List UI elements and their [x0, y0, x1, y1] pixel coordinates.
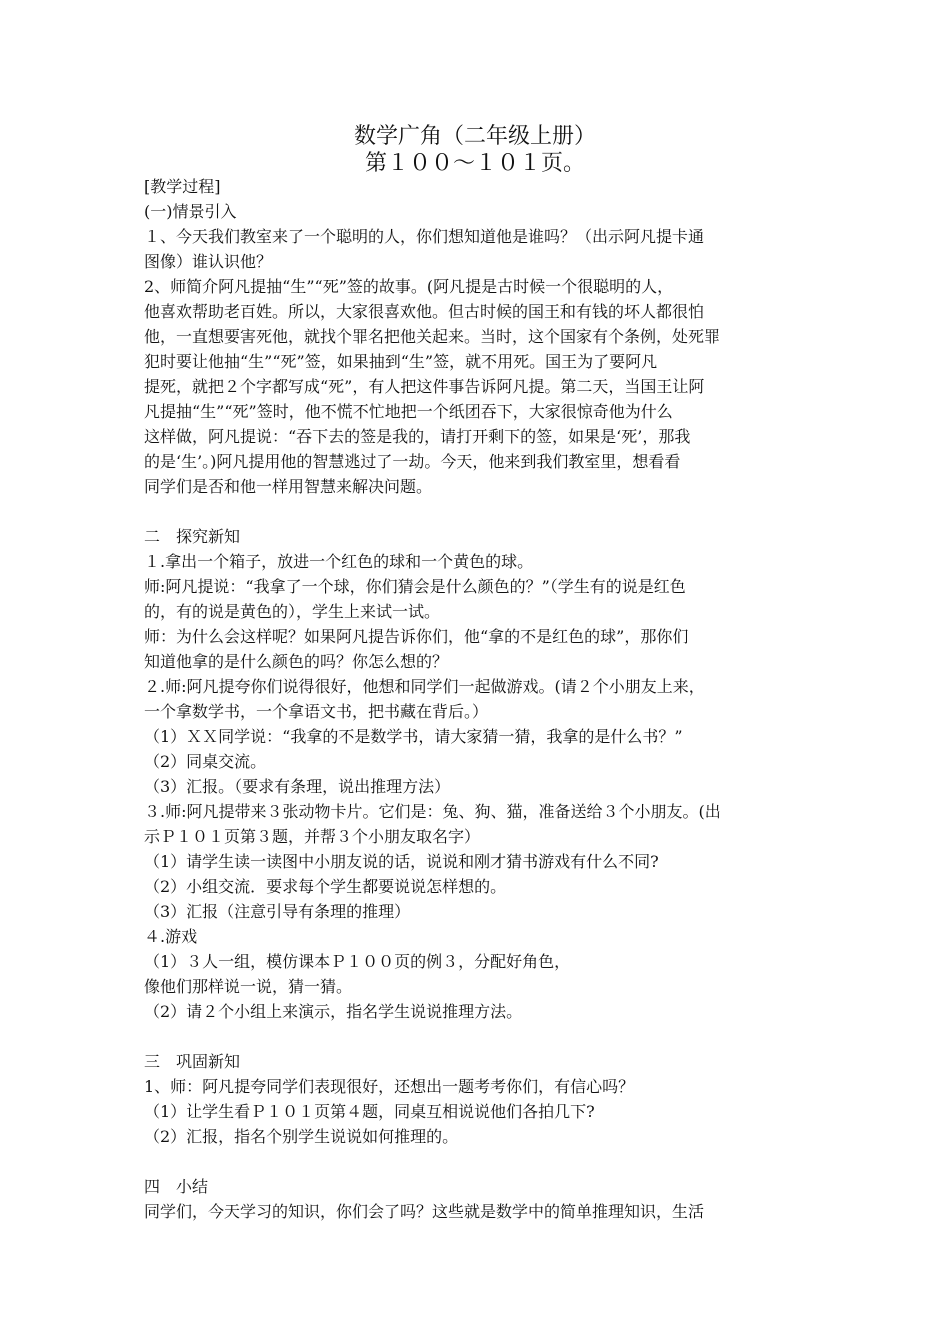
text-line: 图像）谁认识他？ [144, 252, 273, 271]
text-line: （2）小组交流．要求每个学生都要说说怎样想的。 [144, 877, 507, 896]
text-line: 四 小结 [144, 1177, 209, 1196]
blank-line [144, 1024, 814, 1049]
text-line: 犯时要让他抽“生”“死”签，如果抽到“生”签，就不用死。国王为了要阿凡 [144, 352, 658, 371]
text-line: ３.师:阿凡提带来３张动物卡片。它们是：兔、狗、猫，准备送给３个小朋友。(出 [144, 802, 721, 821]
document-subtitle-pages: 第１００～１０１页。 [364, 151, 585, 176]
text-line: 二 探究新知 [144, 527, 241, 546]
text-line: [教学过程] [144, 177, 221, 196]
text-line: 示Ｐ１０１页第３题，并帮３个小朋友取名字） [144, 827, 481, 846]
text-line: （2）请２个小组上来演示，指名学生说说推理方法。 [144, 1002, 523, 1021]
text-line: （1）ＸＸ同学说：“我拿的不是数学书，请大家猜一猜，我拿的是什么书？” [144, 727, 683, 746]
text-line: 凡提抽“生”“死”签时，他不慌不忙地把一个纸团吞下，大家很惊奇他为什么 [144, 402, 673, 421]
text-line: 同学们是否和他一样用智慧来解决问题。 [144, 477, 433, 496]
text-line: ２.师:阿凡提夸你们说得很好，他想和同学们一起做游戏。(请２个小朋友上来， [144, 677, 705, 696]
text-line: (一)情景引入 [144, 202, 237, 221]
text-line: （2）汇报，指名个别学生说说如何推理的。 [144, 1127, 459, 1146]
text-line: （2）同桌交流。 [144, 752, 267, 771]
document-title: 数学广角（二年级上册） [353, 124, 596, 149]
text-line: 1、师：阿凡提夸同学们表现很好，还想出一题考考你们，有信心吗？ [144, 1077, 635, 1096]
text-line: （3）汇报。（要求有条理，说出推理方法） [144, 777, 451, 796]
text-line: 像他们那样说一说，猜一猜。 [144, 977, 353, 996]
text-line: 他，一直想要害死他，就找个罪名把他关起来。当时，这个国家有个条例，处死罪 [144, 327, 721, 346]
text-line: 的是‘生’。)阿凡提用他的智慧逃过了一劫。今天，他来到我们教室里，想看看 [144, 452, 681, 471]
text-line: 知道他拿的是什么颜色的吗？你怎么想的？ [144, 652, 449, 671]
text-line: 提死，就把２个字都写成“死”，有人把这件事告诉阿凡提。第二天，当国王让阿 [144, 377, 705, 396]
text-line: 师:阿凡提说：“我拿了一个球，你们猜会是什么颜色的？”（学生有的说是红色 [144, 577, 686, 596]
document-body [144, 174, 814, 1224]
text-line: 2、师简介阿凡提抽“生”“死”签的故事。(阿凡提是古时候一个很聪明的人， [144, 277, 674, 296]
blank-line [144, 499, 814, 524]
text-line: 同学们，今天学习的知识，你们会了吗？这些就是数学中的简单推理知识，生活 [144, 1202, 705, 1221]
text-line: １.拿出一个箱子，放进一个红色的球和一个黄色的球。 [144, 552, 534, 571]
text-line: （1）请学生读一读图中小朋友说的话，说说和刚才猜书游戏有什么不同? [144, 852, 659, 871]
text-line: （3）汇报（注意引导有条理的推理） [144, 902, 411, 921]
text-line: 的，有的说是黄色的），学生上来试一试。 [144, 602, 441, 621]
text-line: （1）３人一组，模仿课本Ｐ１００页的例３，分配好角色， [144, 952, 571, 971]
text-line: 他喜欢帮助老百姓。所以，大家很喜欢他。但古时候的国王和有钱的坏人都很怕 [144, 302, 705, 321]
text-line: （1）让学生看Ｐ１０１页第４题，同桌互相说说他们各拍几下? [144, 1102, 595, 1121]
text-line: 一个拿数学书，一个拿语文书，把书藏在背后。） [144, 702, 489, 721]
text-line: 这样做，阿凡提说：“吞下去的签是我的，请打开剩下的签，如果是‘死’，那我 [144, 427, 691, 446]
blank-line [144, 1149, 814, 1174]
text-line: ４.游戏 [144, 927, 198, 946]
text-line: 三 巩固新知 [144, 1052, 241, 1071]
text-line: １、今天我们教室来了一个聪明的人，你们想知道他是谁吗？（出示阿凡提卡通 [144, 227, 705, 246]
text-line: 师：为什么会这样呢？如果阿凡提告诉你们，他“拿的不是红色的球”，那你们 [144, 627, 689, 646]
